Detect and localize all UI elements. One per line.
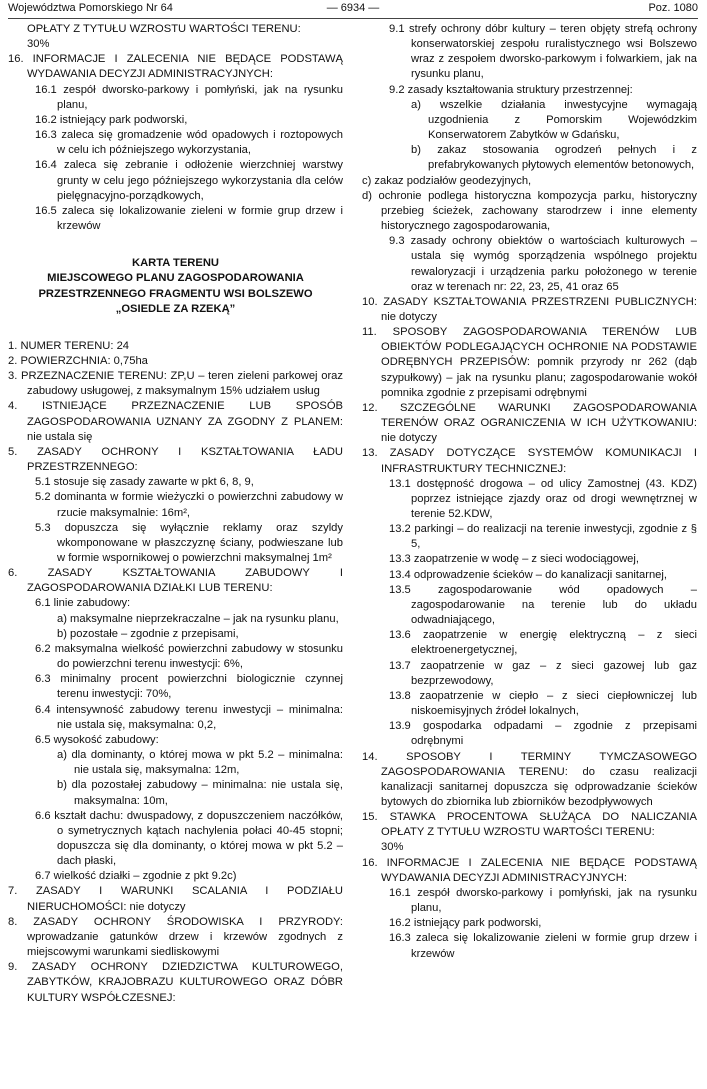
- section-3: 3. PRZEZNACZENIE TERENU: ZP,U – teren zieleni parkowej oraz zabudowy usługowej, z maksymalnym 15% udziałem usług: [8, 370, 343, 398]
- item-6-7: 6.7 wielkość działki – zgodnie z pkt 9.2c): [35, 870, 237, 883]
- page-number: — 6934 —: [326, 2, 380, 14]
- left-column: [8, 22, 343, 1006]
- item-9-1: 9.1 strefy ochrony dóbr kultury – teren objęty strefą ochrony konserwatorskiej zespołu ruralistycznego wsi Bolszewo wraz z zespołem dworsko-parkowym i folwarkiem, jak na rysunku planu,: [389, 23, 697, 81]
- item-13-9: 13.9 gospodarka odpadami – zgodnie z przepisami odrębnymi: [389, 720, 697, 748]
- item-6-1: 6.1 linie zabudowy:: [35, 597, 131, 610]
- section-16: 16. INFORMACJE I ZALECENIA NIE BĘDĄCE PODSTAWĄ WYDAWANIA DECYZJI ADMINISTRACYJNYCH:: [362, 856, 697, 884]
- card-title: KARTA TERENU: [131, 257, 219, 270]
- section-15: 15. STAWKA PROCENTOWA SŁUŻĄCA DO NALICZANIA OPŁATY Z TYTUŁU WZROSTU WARTOŚCI TERENU:: [362, 811, 697, 839]
- item-6-4: 6.4 intensywność zabudowy terenu inwestycji – minimalna: nie ustala się, maksymalna: 0,2,: [35, 703, 343, 731]
- item-5-2: 5.2 dominanta w formie wieżyczki o powierzchni zabudowy w rzucie maksymalnie: 16m²,: [35, 491, 343, 519]
- section-7: 7. ZASADY I WARUNKI SCALANIA I PODZIAŁU NIERUCHOMOŚCI: nie dotyczy: [8, 885, 343, 913]
- item-13-7: 13.7 zaopatrzenie w gaz – z sieci gazowej lub gaz bezprzewodowy,: [389, 659, 697, 687]
- section-12: 12. SZCZEGÓLNE WARUNKI ZAGOSPODAROWANIA TERENÓW ORAZ OGRANICZENIA W ICH UŻYTKOWANIU: nie dotyczy: [362, 401, 697, 445]
- item-16-5: 16.5 zaleca się lokalizowanie zieleni w formie grup drzew i krzewów: [35, 204, 343, 233]
- section-10: 10. ZASADY KSZTAŁTOWANIA PRZESTRZENI PUBLICZNYCH: nie dotyczy: [362, 295, 697, 323]
- item-13-6: 13.6 zaopatrzenie w energię elektryczną – z sieci elektroenergetycznej,: [389, 629, 697, 657]
- item-16-4: 16.4 zaleca się zebranie i odłożenie wierzchniej warstwy grunty w celu jego późniejszego wykorzystania dla celów pielęgnacyjno-porządkowych,: [35, 159, 343, 202]
- item-13-4: 13.4 odprowadzenie ścieków – do kanalizacji sanitarnej,: [389, 568, 667, 581]
- item-16-3: 16.3 zaleca się lokalizowanie zieleni w formie grup drzew i krzewów: [389, 932, 697, 960]
- section-5: 5. ZASADY OCHRONY I KSZTAŁTOWANIA ŁADU PRZESTRZENNEGO:: [8, 445, 343, 474]
- item-13-5: 13.5 zagospodarowanie wód opadowych – zagospodarowanie na terenie lub do układu odwadniającego,: [389, 583, 697, 627]
- item-16-2: 16.2 istniejący park podworski,: [35, 113, 188, 126]
- section-9: 9. ZASADY OCHRONY DZIEDZICTWA KULTUROWEGO, ZABYTKÓW, KRAJOBRAZU KULTUROWEGO ORAZ DÓBR KULTURY WSPÓŁCZESNEJ:: [8, 961, 343, 1004]
- paragraph: OPŁATY Z TYTUŁU WZROSTU WARTOŚCI TERENU:: [27, 23, 301, 35]
- right-column: [362, 22, 697, 962]
- item-6-1-a: a) maksymalne nieprzekraczalne – jak na rysunku planu,: [57, 612, 339, 625]
- section-1: 1. NUMER TERENU: 24: [8, 339, 130, 352]
- item-9-2-a: a) wszelkie działania inwestycyjne wymagają uzgodnienia z Pomorskim Wojewódzkim Konserwatorem Zabytków w Gdańsku,: [411, 98, 697, 142]
- card-title: PRZESTRZENNEGO FRAGMENTU WSI BOLSZEWO: [38, 287, 313, 300]
- item-9-2: 9.2 zasady kształtowania struktury przestrzennej:: [389, 83, 633, 96]
- item-6-5-b: b) dla pozostałej zabudowy – minimalna: nie ustala się, maksymalna: 10m,: [57, 779, 343, 807]
- section-14: 14. SPOSOBY I TERMINY TYMCZASOWEGO ZAGOSPODAROWANIA TERENU: do czasu realizacji kanalizacji sanitarnej dopuszcza się odprowadzanie ścieków bytowych do zbiornika lub zbiorników bezodpływowych: [362, 750, 697, 808]
- section-8: 8. ZASADY OCHRONY ŚRODOWISKA I PRZYRODY: wprowadzanie gatunków drzew i krzewów zgodnych z miejscowymi warunkami siedliskowymi: [8, 915, 343, 959]
- card-title: MIEJSCOWEGO PLANU ZAGOSPODAROWANIA: [47, 272, 304, 285]
- section-6: 6. ZASADY KSZTAŁTOWANIA ZABUDOWY I ZAGOSPODAROWANIA DZIAŁKI LUB TERENU:: [8, 567, 343, 595]
- item-9-3: 9.3 zasady ochrony obiektów o wartościach kulturowych – ustala się wymóg sporządzenia wspólnego projektu rewaloryzacji i urządzenia parku położonego w terenie oraz w terenach nr: 22, 23, 25, 41 oraz 65: [389, 235, 697, 293]
- item-13-8: 13.8 zaopatrzenie w ciepło – z sieci ciepłowniczej lub niskoemisyjnych źródeł lokalnych,: [389, 689, 697, 718]
- item-9-2-d: d) ochronie podlega historyczna kompozycja parku, historyczny przebieg ścieżek, zachowany starodrzew i inne elementy historycznego zagospodarowania,: [362, 189, 697, 233]
- section-13: 13. ZASADY DOTYCZĄCE SYSTEMÓW KOMUNIKACJI I INFRASTRUKTURY TECHNICZNEJ:: [362, 447, 697, 475]
- item-9-2-c: c) zakaz podziałów geodezyjnych,: [362, 174, 532, 187]
- item-16-1: 16.1 zespół dworsko-parkowy i pomłyński, jak na rysunku planu,: [35, 83, 343, 111]
- item-5-3: 5.3 dopuszcza się wyłącznie reklamy oraz szyldy wkomponowane w płaszczyznę ściany, podwieszane lub w formie wspornikowej o powierzchni maksymalnej 1m²: [35, 521, 343, 564]
- section-11: 11. SPOSOBY ZAGOSPODAROWANIA TERENÓW LUB OBIEKTÓW PODLEGAJĄCYCH OCHRONIE NA PODSTAWIE ODRĘBNYCH PRZEPISÓW: pomnik przyrody nr 262 (dąb szypułkowy) – jak na rysunku planu; zagospodarowanie wokół pomnika zgodnie z przepisami odrębnymi: [362, 326, 697, 399]
- item-6-6: 6.6 kształt dachu: dwuspadowy, z dopuszczeniem naczółków, o symetrycznych kątach nachylenia połaci 40-45 stopni; dopuszcza się dla dominanty, o której mowa w pkt 5.2 – dach płaski,: [35, 809, 343, 868]
- item-16-3: 16.3 zaleca się gromadzenie wód opadowych i roztopowych w celu ich późniejszego wykorzystania,: [35, 129, 343, 157]
- paragraph: 30%: [381, 841, 404, 854]
- item-6-5-a: a) dla dominanty, o której mowa w pkt 5.2 – minimalna: nie ustala się, maksymalna: 12m,: [57, 749, 343, 777]
- item-6-2: 6.2 maksymalna wielkość powierzchni zabudowy w stosunku do powierzchni terenu inwestycji: 6%,: [35, 642, 343, 671]
- item-16-2: 16.2 istniejący park podworski,: [389, 917, 542, 930]
- item-13-1: 13.1 dostępność drogowa – od ulicy Zamostnej (43. KDZ) poprzez istniejące zjazdy oraz od drogi wewnętrznej w terenie 52.KDW,: [389, 477, 697, 520]
- item-6-3: 6.3 minimalny procent powierzchni biologicznie czynnej terenu inwestycji: 70%,: [35, 673, 343, 701]
- card-title: „OSIEDLE ZA RZEKĄ”: [115, 302, 236, 315]
- item-9-2-b: b) zakaz stosowania ogrodzeń pełnych i z prefabrykowanych płytowych elementów betonowych,: [411, 144, 697, 172]
- item-6-1-b: b) pozostałe – zgodnie z przepisami,: [57, 627, 239, 640]
- section-4: 4. ISTNIEJĄCE PRZEZNACZENIE LUB SPOSÓB ZAGOSPODAROWANIA UZNANY ZA ZGODNY Z PLANEM: nie ustala się: [8, 400, 343, 443]
- item-16-1: 16.1 zespół dworsko-parkowy i pomłyński, jak na rysunku planu,: [389, 886, 697, 915]
- journal-title: Województwa Pomorskiego Nr 64: [8, 2, 173, 14]
- item-13-2: 13.2 parkingi – do realizacji na terenie inwestycji, zgodnie z § 5,: [389, 523, 697, 551]
- section-2: 2. POWIERZCHNIA: 0,75ha: [8, 354, 148, 367]
- page-header: [8, 0, 698, 19]
- item-6-5: 6.5 wysokość zabudowy:: [35, 733, 159, 746]
- paragraph: 30%: [27, 38, 50, 51]
- item-5-1: 5.1 stosuje się zasady zawarte w pkt 6, 8, 9,: [35, 476, 254, 489]
- position-number: Poz. 1080: [648, 2, 698, 14]
- section-16: 16. INFORMACJE I ZALECENIA NIE BĘDĄCE PODSTAWĄ WYDAWANIA DECYZJI ADMINISTRACYJNYCH:: [8, 53, 343, 81]
- item-13-3: 13.3 zaopatrzenie w wodę – z sieci wodociągowej,: [389, 553, 639, 566]
